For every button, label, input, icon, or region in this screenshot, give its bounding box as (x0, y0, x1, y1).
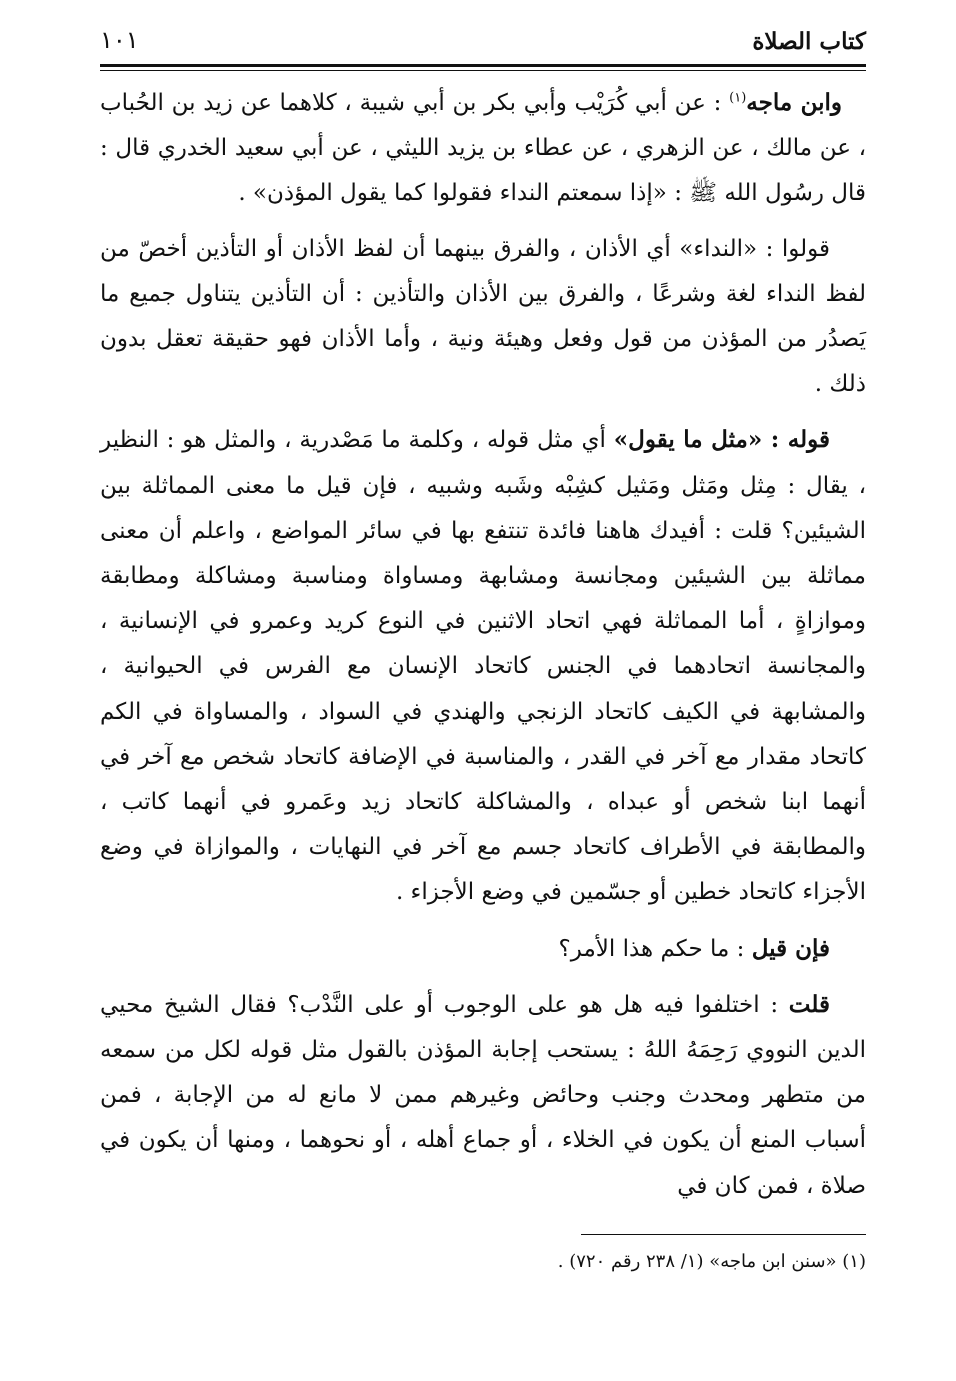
paragraph-text: : ما حكم هذا الأمر؟ (558, 935, 752, 962)
paragraph (100, 227, 866, 408)
paragraph-lead: فإن قيل (751, 934, 830, 962)
page-number: ١٠١ (100, 26, 139, 54)
header-rule-thick (100, 64, 866, 67)
paragraph (100, 80, 866, 217)
paragraph (100, 926, 866, 972)
paragraph (100, 417, 866, 915)
paragraph-lead: قوله : «مثل ما يقول» (613, 426, 830, 454)
paragraph-lead: وابن ماجه (746, 89, 842, 116)
paragraph-text: أي مثل قوله ، وكلمة ما مَصْدرية ، والمثل هو : النظير ، يقال : مِثل ومَثل ومَثيل كشِبْه وشَبه وشبيه ، فإن قيل ما معنى المماثلة بين الشيئين؟ قلت : أفيدك هاهنا فائدة تنتفع بها في سائر المواضع ، واعلم أن معنى مماثلة بين الشيئين ومجانسة ومشابهة ومساواة ومناسبة ومشاكلة ومطابقة وموازاةٍ ، أما المماثلة فهي اتحاد الاثنين في النوع كريد وعمرو في الإنسانية ، والمجانسة اتحادهما في الجنس كاتحاد الإنسان مع الفرس في الحيوانية ، والمشابهة في الكيف كاتحاد الزنجي والهندي في السواد ، والمساواة في الكم كاتحاد مقدار مع آخر في القدر ، والمناسبة في الإضافة كاتحاد شخص مع آخر في أنهما ابنا شخص أو عبداه ، والمشاكلة كاتحاد زيد وعَمرو في أنهما كاتب ، والمطابقة في الأطراف كاتحاد جسم مع آخر في النهايات ، والموازاة في وضع الأجزاء كاتحاد خطين أو جسّمين في وضع الأجزاء . (100, 427, 866, 906)
paragraph-text: : عن أبي كُرَيْب وأبي بكر بن أبي شيبة ، كلاهما عن زيد بن الحُباب ، عن مالك ، عن الزهري ، عن عطاء بن يزيد الليثي ، عن أبي سعيد الخدري قال : قال رسُول الله ﷺ : «إذا سمعتم النداء فقولوا كما يقول المؤذن» . (100, 90, 866, 207)
header-rule-thin (100, 70, 866, 71)
paragraph-text: قولوا : «النداء» أي الأذان ، والفرق بينهما أن لفظ الأذان أو التأذين أخصّ من لفظ النداء لغة وشرعًا ، والفرق بين الأذان والتأذين : أن التأذين يتناول جميع ما يَصدُر من المؤذن من قول وفعل وهيئة ونية ، وأما الأذان فهو حقيقة تعقل بدون ذلك . (100, 235, 866, 398)
paragraph-lead: قلت (788, 990, 830, 1018)
paragraph-text: : اختلفوا فيه هل هو على الوجوب أو على النَّدْب؟ فقال الشيخ محيي الدين النووي رَحِمَهُ اللهُ : يستحب إجابة المؤذن بالقول مثل قوله لكل من سمعه من متطهر ومحدث وجنب وحائض وغيرهم ممن لا مانع له من الإجابة ، فمن أسباب المنع أن يكون في الخلاء ، أو جماع أهله ، أو نحوهما ، ومنها أن يكون في صلاة ، فمن كان في (100, 991, 866, 1199)
footnote: (١) «سنن ابن ماجه» (١/ ٢٣٨ رقم ٧٢٠) . (557, 1251, 866, 1272)
main-text (100, 80, 866, 1219)
running-head (100, 26, 866, 66)
footnote-reference[interactable]: (١) (729, 90, 747, 106)
book-title: كتاب الصلاة (752, 28, 866, 55)
footnote-rule (581, 1234, 866, 1235)
paragraph (100, 982, 866, 1209)
